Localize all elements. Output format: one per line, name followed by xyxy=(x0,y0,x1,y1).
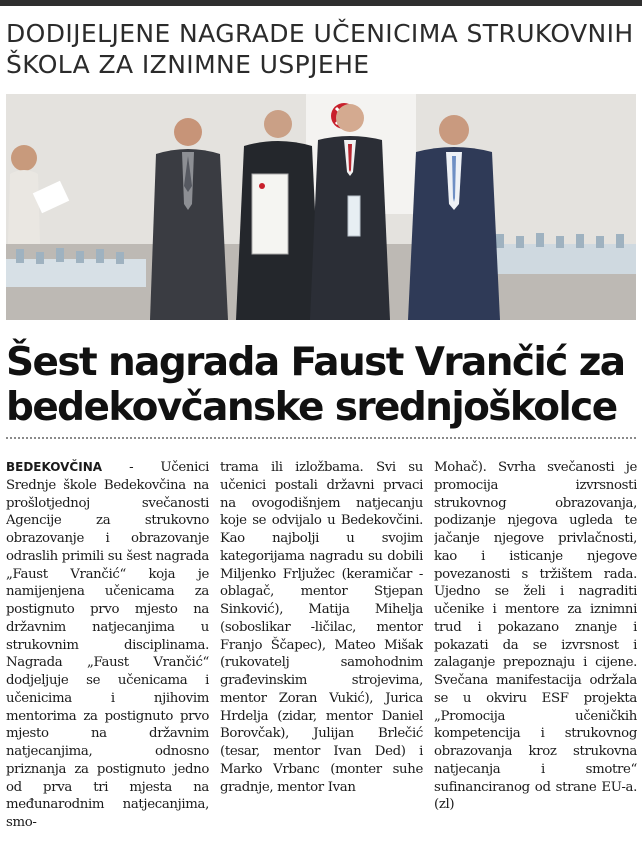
dotted-divider xyxy=(6,437,636,439)
column-1-text: - Učenici Srednje škole Bedekovčina na prošlotjednoj svečanosti Agencije za strukovno obrazovanje i obrazovanje odraslih primili su šest nagrada „Faust Vrančić“ koja je namijenjena učenicama za postignuto prvo mjesto na državnim natjecanjima u strukovnim disciplinama. Nagrada „Faust Vrančić“ dodjeljuje se učenicama i učenicima i njihovim mentorima za postignuto prvo mjesto na državnim natjecanjima, odnosno priznanja za postignuto jedno od prva tri mjesta na međunarodnim natjecanjima, smo- xyxy=(6,460,209,830)
article-column-2 xyxy=(220,459,423,849)
article-column-1 xyxy=(6,459,209,849)
article-kicker: DODIJELJENE NAGRADE UČENICIMA STRUKOVNIH ŠKOLA ZA IZNIMNE USPJEHE xyxy=(6,19,634,79)
article-photo xyxy=(6,94,636,320)
top-rule xyxy=(0,0,642,6)
dateline: BEDEKOVČINA xyxy=(6,460,103,474)
column-3-text: Mohač). Svrha svečanosti je promocija izvrsnosti strukovnog obrazovanja, podizanje njegova ugleda te jačanje njegove privlačnosti, kao i isticanje njegove povezanosti s tržištem rada. Ujedno se želi i nagraditi učenike i mentore za iznimni trud i pokazano znanje i pokazati da se izvrsnost i zalaganje prepoznaju i cijene. Svečana manifestacija održala se u okviru ESF projekta „Promocija učeničkih kompetencija i strukovnog obrazovanja kroz strukovna natjecanja i smotre“ sufinanciranog od strane EU-a. (zl) xyxy=(434,460,637,813)
article-headline: Šest nagrada Faust Vrančić za bedekovčanske srednjoškolce xyxy=(6,340,625,430)
column-2-text: trama ili izložbama. Svi su učenici postali državni prvaci na ovogodišnjem natjecanju koje se odvijalo u Bedekovčini. Kao najbolji u svojim kategorijama nagradu su dobili Miljenko Frljužec (keramičar - oblagač, mentor Stjepan Sinković), Matija Mihelja (soboslikar -ličilac, mentor Franjo Ščapec), Mateo Mišak (rukovatelj samohodnim građevinskim strojevima, mentor Zoran Vukić), Jurica Hrdelja (zidar, mentor Daniel Borovčak), Julijan Brlečić (tesar, mentor Ivan Ded) i Marko Vrbanc (monter suhe gradnje, mentor Ivan xyxy=(220,460,423,795)
article-column-3 xyxy=(434,459,637,849)
